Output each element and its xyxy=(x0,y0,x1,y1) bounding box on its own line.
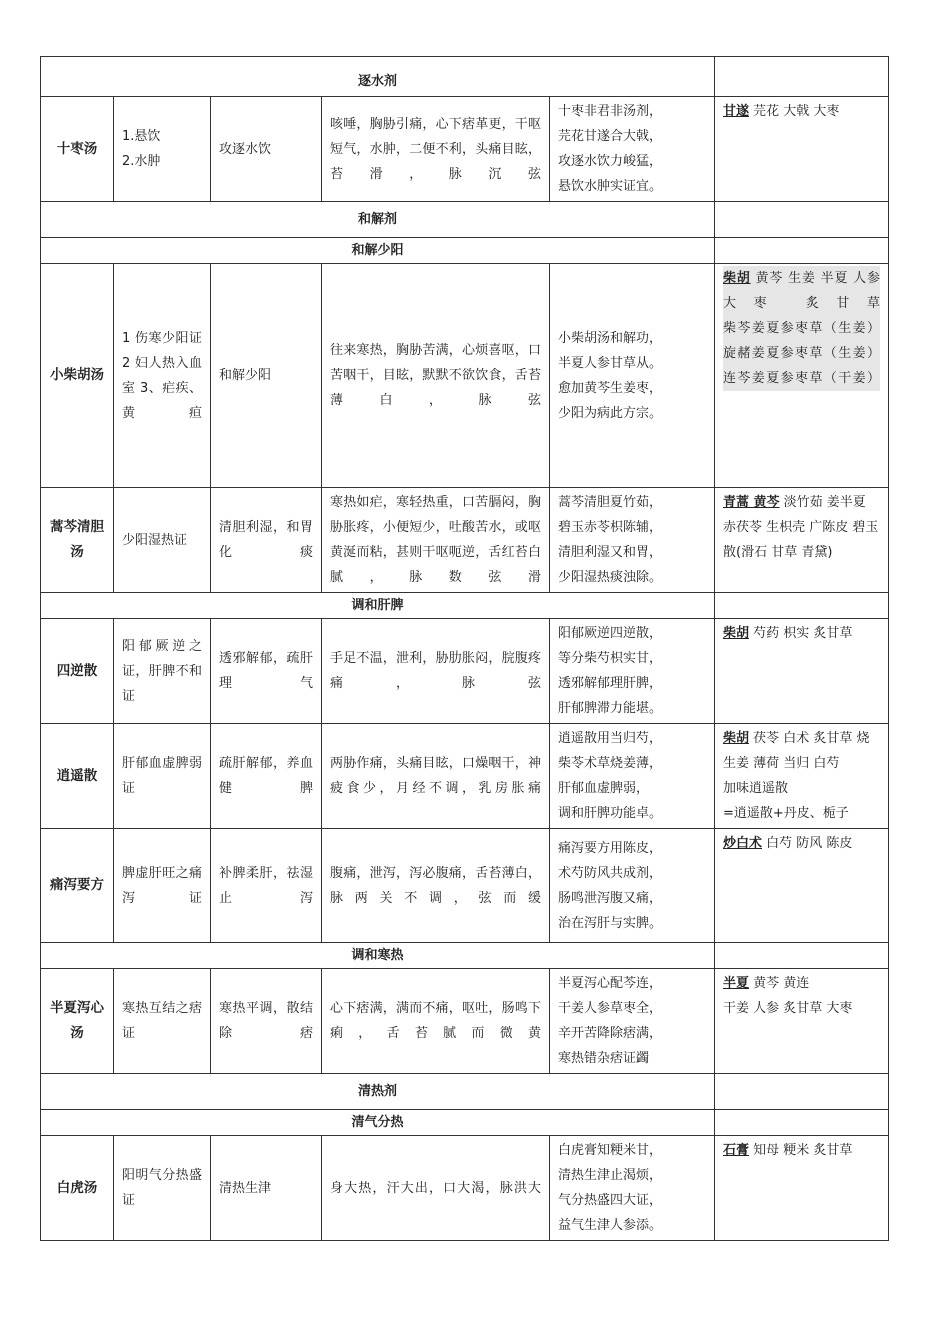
subsection-heading: 和解少阳 xyxy=(41,238,715,264)
symptoms-cell: 往来寒热，胸胁苦满，心烦喜呕，口苦咽干，目眩，默默不欲饮食，舌苔薄白，脉弦 xyxy=(322,264,550,488)
herbs-cell xyxy=(715,724,889,829)
herb-list: 黄芩 生姜 半夏 人参 大枣 炙甘草 xyxy=(723,271,880,311)
subsection-row xyxy=(41,943,889,969)
table-row xyxy=(41,97,889,202)
table-row xyxy=(41,969,889,1074)
function-cell: 和解少阳 xyxy=(211,264,322,488)
table-row xyxy=(41,619,889,724)
herbs-cell xyxy=(715,619,889,724)
section-heading: 和解剂 xyxy=(41,202,715,238)
formula-name: 蒿芩清胆汤 xyxy=(41,488,114,593)
subsection-heading: 调和寒热 xyxy=(41,943,715,969)
verse-cell: 小柴胡汤和解功， 半夏人参甘草从。 愈加黄芩生姜枣， 少阳为病此方宗。 xyxy=(550,264,715,488)
herb-list: 知母 粳米 炙甘草 xyxy=(749,1143,853,1158)
table-row xyxy=(41,488,889,593)
indication-cell: 脾虚肝旺之痛泻证 xyxy=(114,829,211,943)
indication-cell: 1 伤寒少阳证 2 妇人热入血室 3、疟疾、黄疸 xyxy=(114,264,211,488)
section-row xyxy=(41,57,889,97)
function-cell: 透邪解郁，疏肝理气 xyxy=(211,619,322,724)
subsection-row xyxy=(41,1110,889,1136)
formula-name: 四逆散 xyxy=(41,619,114,724)
chief-herb: 炒白术 xyxy=(723,836,763,851)
table-row xyxy=(41,264,889,488)
subsection-heading: 调和肝脾 xyxy=(41,593,715,619)
indication-cell: 肝郁血虚脾弱证 xyxy=(114,724,211,829)
formula-name: 痛泻要方 xyxy=(41,829,114,943)
formula-table xyxy=(40,56,889,1241)
herbs-cell xyxy=(715,1136,889,1241)
symptoms-cell: 手足不温，泄利，胁肋胀闷，脘腹疼痛，脉弦 xyxy=(322,619,550,724)
subsection-heading: 清气分热 xyxy=(41,1110,715,1136)
verse-cell: 痛泻要方用陈皮， 术芍防风共成剂， 肠鸣泄泻腹又痛， 治在泻肝与实脾。 xyxy=(550,829,715,943)
chief-herb: 甘遂 xyxy=(723,104,750,119)
function-cell: 清热生津 xyxy=(211,1136,322,1241)
formula-name: 白虎汤 xyxy=(41,1136,114,1241)
formula-name: 十枣汤 xyxy=(41,97,114,202)
herb-list: 芫花 大戟 大枣 xyxy=(749,104,840,119)
indication-cell: 寒热互结之痞证 xyxy=(114,969,211,1074)
verse-cell: 白虎膏知粳米甘， 清热生津止渴烦， 气分热盛四大证， 益气生津人参添。 xyxy=(550,1136,715,1241)
indication-cell: 1.悬饮 2.水肿 xyxy=(114,97,211,202)
section-heading: 逐水剂 xyxy=(41,57,715,97)
function-cell: 疏肝解郁，养血健脾 xyxy=(211,724,322,829)
table-row xyxy=(41,1136,889,1241)
herbs-cell xyxy=(715,829,889,943)
verse-cell: 蒿芩清胆夏竹茹， 碧玉赤苓枳陈辅， 清胆利湿又和胃， 少阳湿热痰浊除。 xyxy=(550,488,715,593)
section-row xyxy=(41,1074,889,1110)
function-cell: 清胆利湿，和胃化痰 xyxy=(211,488,322,593)
variant-note: 旋赭姜夏参枣草（生姜） xyxy=(723,341,880,366)
herb-list: 淡竹茹 姜半夏 赤茯苓 生枳壳 广陈皮 碧玉散(滑石 甘草 青黛) xyxy=(723,495,879,560)
chief-herb: 石膏 xyxy=(723,1143,750,1158)
formula-name: 小柴胡汤 xyxy=(41,264,114,488)
verse-cell: 十枣非君非汤剂， 芫花甘遂合大戟， 攻逐水饮力峻猛， 悬饮水肿实证宜。 xyxy=(550,97,715,202)
variant-note: 连芩姜夏参枣草（干姜） xyxy=(723,366,880,391)
herb-list: 白芍 防风 陈皮 xyxy=(762,836,853,851)
indication-cell: 少阳湿热证 xyxy=(114,488,211,593)
symptoms-cell: 两胁作痛，头痛目眩，口燥咽干，神疲食少，月经不调，乳房胀痛 xyxy=(322,724,550,829)
function-cell: 补脾柔肝，祛湿止泻 xyxy=(211,829,322,943)
subsection-row xyxy=(41,238,889,264)
chief-herb: 半夏 xyxy=(723,976,750,991)
formula-name: 半夏泻心汤 xyxy=(41,969,114,1074)
symptoms-cell: 咳唾，胸胁引痛，心下痞革更，干呕短气，水肿，二便不利，头痛目眩，苔滑，脉沉弦 xyxy=(322,97,550,202)
herbs-cell xyxy=(715,264,889,488)
indication-cell: 阳明气分热盛证 xyxy=(114,1136,211,1241)
formula-name: 逍遥散 xyxy=(41,724,114,829)
symptoms-cell: 寒热如疟，寒轻热重，口苦膈闷，胸胁胀疼，小便短少，吐酸苦水，或呕黄涎而粘，甚则干呕呃逆，舌红苔白腻，脉数弦滑 xyxy=(322,488,550,593)
verse-cell: 阳郁厥逆四逆散， 等分柴芍枳实甘， 透邪解郁理肝脾， 肝郁脾滞力能堪。 xyxy=(550,619,715,724)
chief-herb: 柴胡 xyxy=(723,626,750,641)
variant-note: 加味逍遥散 xyxy=(723,781,789,796)
herb-list: 黄芩 黄连 xyxy=(749,976,810,991)
symptoms-cell: 腹痛，泄泻，泻必腹痛，舌苔薄白，脉两关不调，弦而缓 xyxy=(322,829,550,943)
herb-list: 芍药 枳实 炙甘草 xyxy=(749,626,853,641)
section-heading: 清热剂 xyxy=(41,1074,715,1110)
herb-list: 茯苓 白术 炙甘草 烧生姜 薄荷 当归 白芍 xyxy=(723,731,870,771)
table-row xyxy=(41,724,889,829)
herbs-cell xyxy=(715,969,889,1074)
chief-herb: 柴胡 xyxy=(723,731,750,746)
symptoms-cell: 心下痞满，满而不痛，呕吐，肠鸣下痢，舌苔腻而微黄 xyxy=(322,969,550,1074)
symptoms-cell: 身大热，汗大出，口大渴，脉洪大 xyxy=(322,1136,550,1241)
chief-herb: 柴胡 xyxy=(723,271,751,286)
subsection-row xyxy=(41,593,889,619)
section-row xyxy=(41,202,889,238)
chief-herb: 青蒿 黄芩 xyxy=(723,495,780,510)
variant-note: 柴芩姜夏参枣草（生姜） xyxy=(723,316,880,341)
function-cell: 寒热平调，散结除痞 xyxy=(211,969,322,1074)
herbs-cell xyxy=(715,97,889,202)
verse-cell: 逍遥散用当归芍， 柴苓术草烧姜薄， 肝郁血虚脾弱， 调和肝脾功能卓。 xyxy=(550,724,715,829)
herb-list: 干姜 人参 炙甘草 大枣 xyxy=(723,1001,853,1016)
table-row xyxy=(41,829,889,943)
herbs-cell xyxy=(715,488,889,593)
verse-cell: 半夏泻心配芩连， 干姜人参草枣全， 辛开苦降除痞满， 寒热错杂痞证蠲 xyxy=(550,969,715,1074)
variant-note: =逍遥散+丹皮、栀子 xyxy=(723,806,849,821)
function-cell: 攻逐水饮 xyxy=(211,97,322,202)
indication-cell: 阳郁厥逆之证，肝脾不和证 xyxy=(114,619,211,724)
